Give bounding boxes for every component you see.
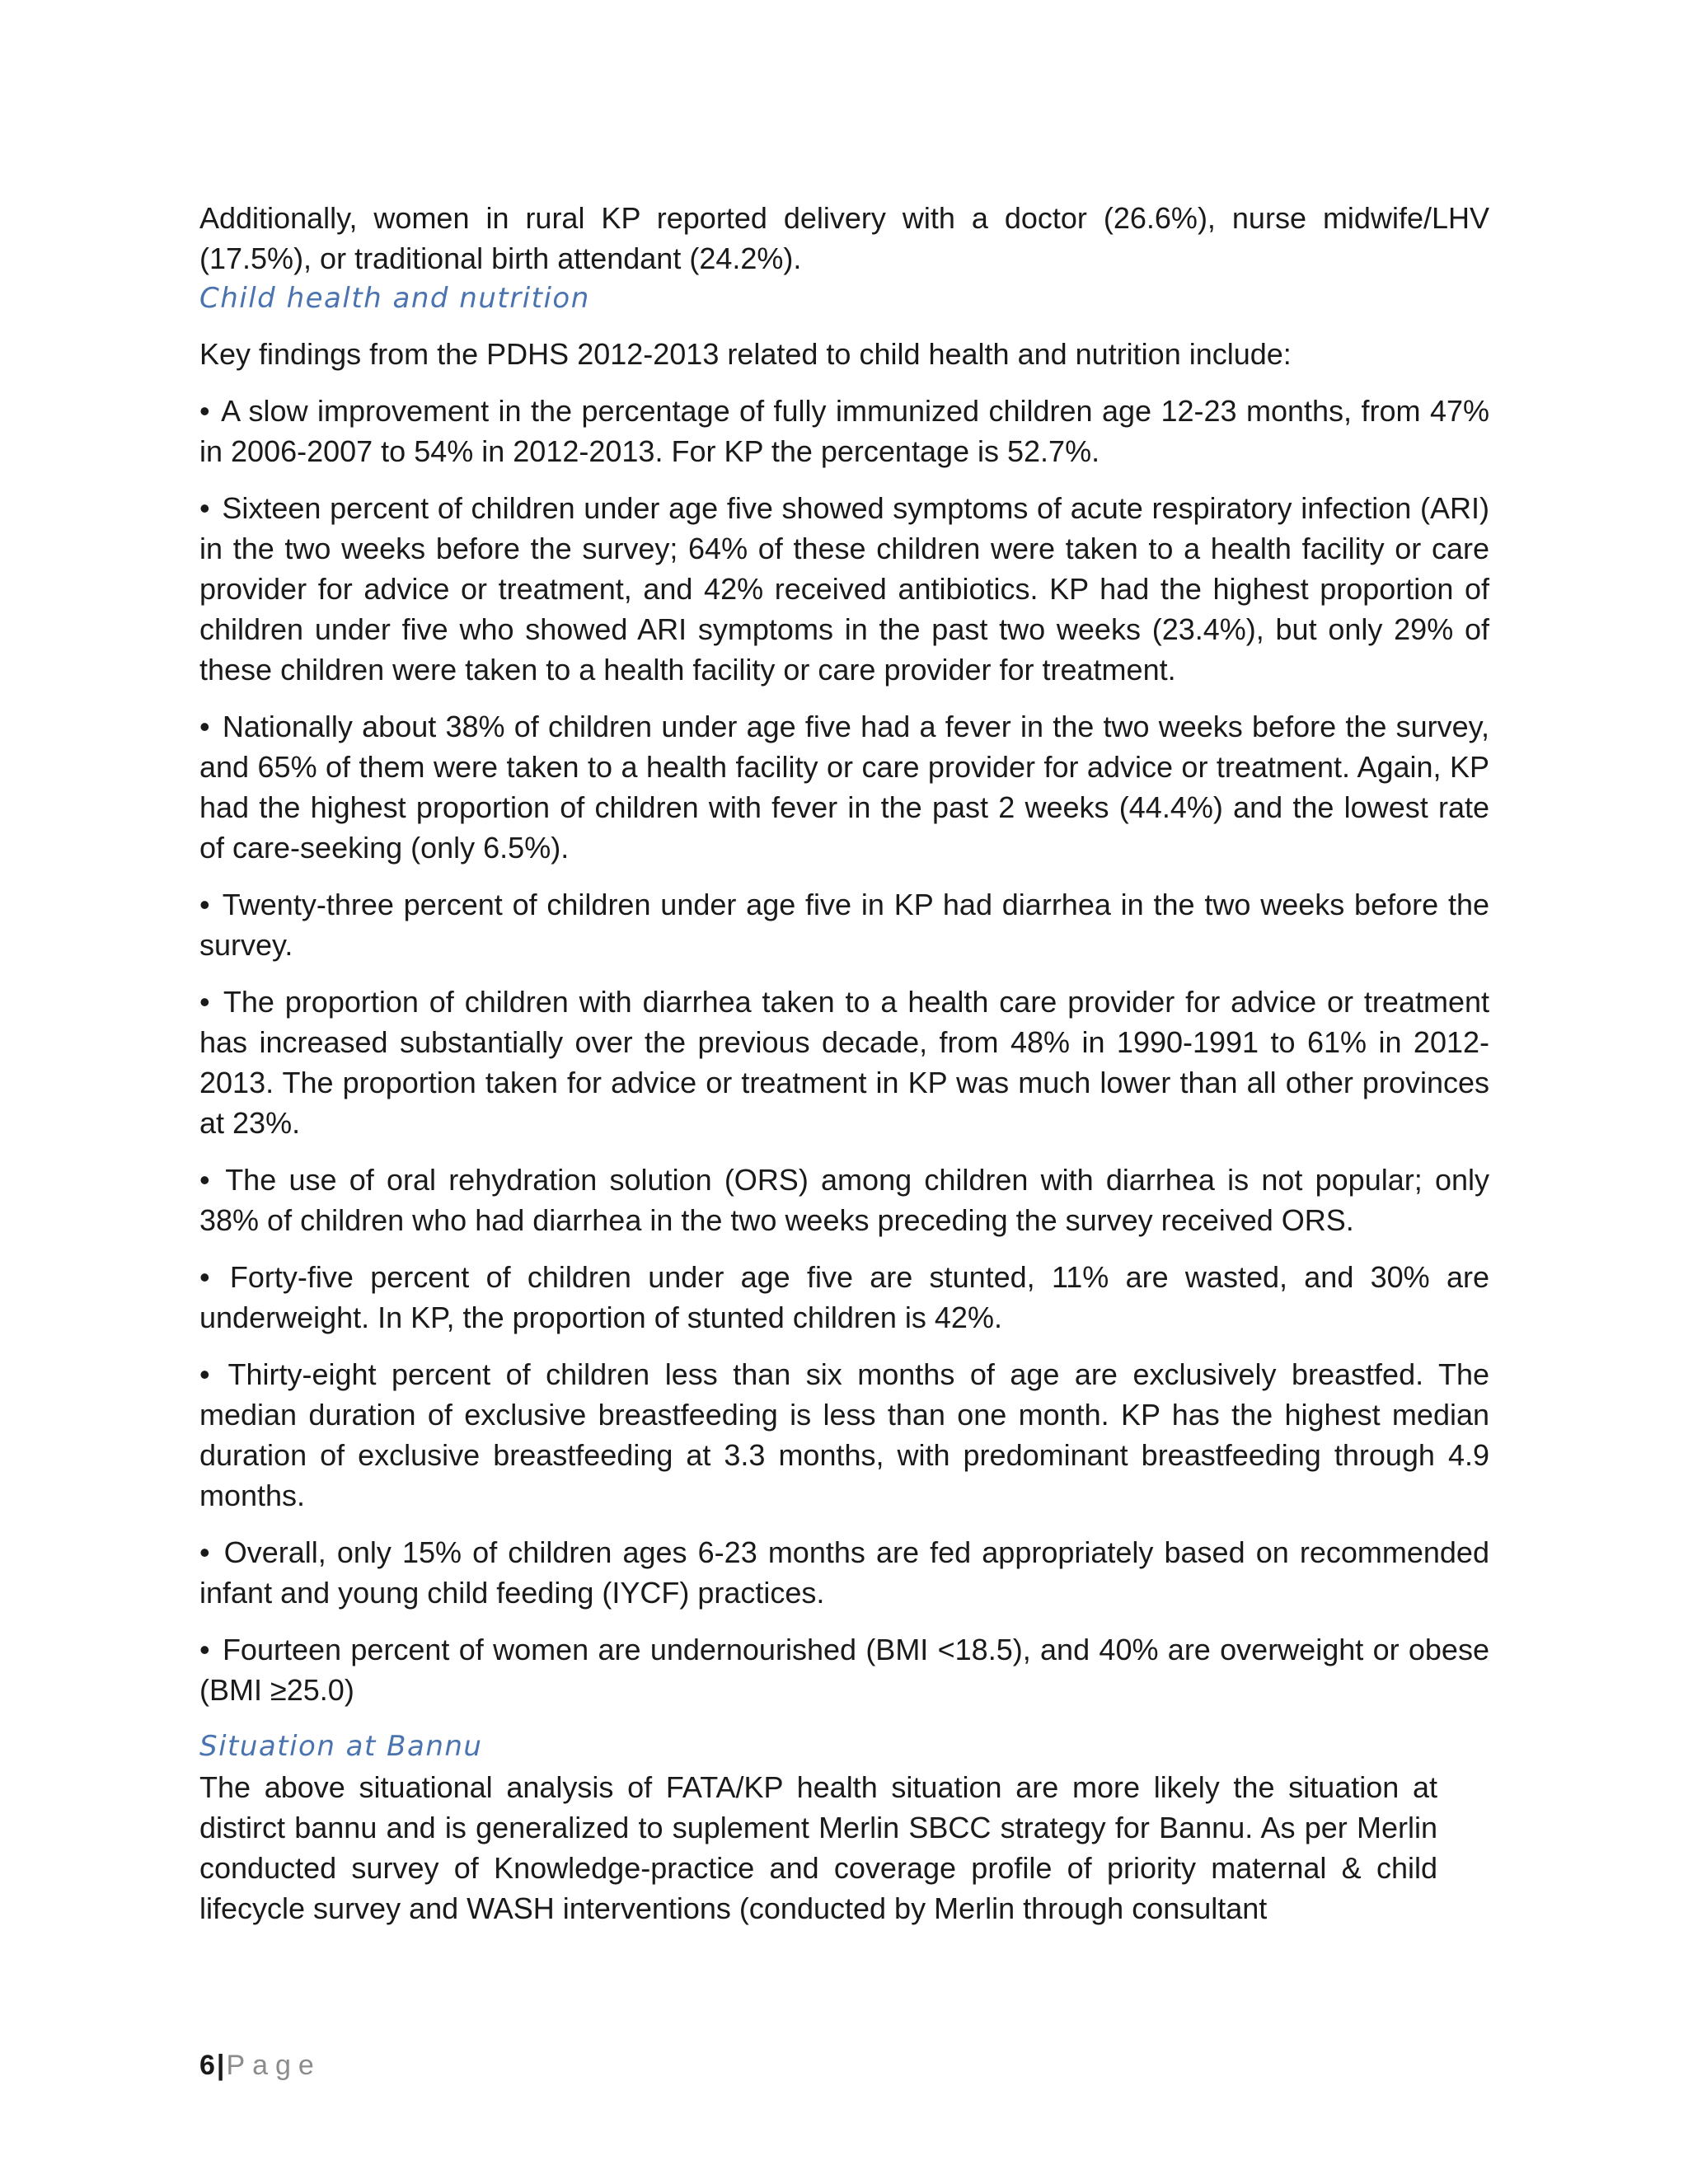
list-item-text: Overall, only 15% of children ages 6-23 months are fed appropriately based on recommended infant and young child feeding (IYCF) practices. bbox=[199, 1535, 1489, 1610]
bannu-paragraph: The above situational analysis of FATA/KP health situation are more likely the situation at distirct bannu and is generalized to suplement Merlin SBCC strategy for Bannu. As per Merlin conducted survey of Knowledge-practice and coverage profile of priority maternal & child lifecycle survey and WASH interventions (conducted by Merlin through consultant bbox=[199, 1770, 1437, 1925]
page-footer bbox=[199, 2049, 321, 2082]
section-bannu bbox=[199, 1727, 1489, 1929]
list-item-text: The proportion of children with diarrhea taken to a health care provider for advice or treatment has increased substantially over the previous decade, from 48% in 1990-1991 to 61% in 2012-2013. The proportion taken for advice or treatment in KP was much lower than all other provinces at 23%. bbox=[199, 985, 1489, 1140]
list-item bbox=[199, 391, 1489, 471]
list-item bbox=[199, 1257, 1489, 1338]
list-item-text: Twenty-three percent of children under age five in KP had diarrhea in the two weeks before the survey. bbox=[199, 888, 1489, 962]
footer-separator: | bbox=[216, 2050, 225, 2081]
list-item bbox=[199, 982, 1489, 1143]
list-item bbox=[199, 706, 1489, 868]
page-label: Page bbox=[226, 2050, 321, 2081]
intro-paragraph: Additionally, women in rural KP reported delivery with a doctor (26.6%), nurse midwife/LHV (17.5%), or traditional birth attendant (24.2%). bbox=[199, 201, 1489, 275]
bullet-symbol: • bbox=[199, 1633, 210, 1666]
list-item-text: Nationally about 38% of children under age five had a fever in the two weeks before the survey, and 65% of them were taken to a health facility or care provider for advice or treatment. Again, KP had the highest proportion of children with fever in the past 2 weeks (44.4%) and the lowest rate of care-seeking (only 6.5%). bbox=[199, 710, 1489, 865]
bullet-symbol: • bbox=[199, 985, 210, 1019]
findings-list bbox=[199, 391, 1489, 1710]
list-item-text: Forty-five percent of children under age five are stunted, 11% are wasted, and 30% are underweight. In KP, the proportion of stunted children is 42%. bbox=[199, 1260, 1489, 1334]
page-number: 6 bbox=[199, 2050, 215, 2081]
list-item bbox=[199, 1532, 1489, 1613]
bullet-symbol: • bbox=[199, 1357, 210, 1391]
bullet-symbol: • bbox=[199, 491, 210, 525]
bullet-symbol: • bbox=[199, 1535, 210, 1569]
list-item-text: Sixteen percent of children under age five showed symptoms of acute respiratory infection (ARI) in the two weeks before the survey; 64% of these children were taken to a health facility or care provider for advice or treatment, and 42% received antibiotics. KP had the highest proportion of children under five who showed ARI symptoms in the past two weeks (23.4%), but only 29% of these children were taken to a health facility or care provider for treatment. bbox=[199, 491, 1489, 687]
list-item-text: Fourteen percent of women are undernourished (BMI <18.5), and 40% are overweight or obese (BMI ≥25.0) bbox=[199, 1633, 1489, 1707]
section-heading-child-health: Child health and nutrition bbox=[199, 282, 590, 315]
bullet-symbol: • bbox=[199, 710, 210, 743]
section-heading-bannu: Situation at Bannu bbox=[199, 1730, 483, 1763]
list-item-text: Thirty-eight percent of children less than six months of age are exclusively breastfed. The median duration of exclusive breastfeeding is less than one month. KP has the highest median duration of exclusive breastfeeding at 3.3 months, with predominant breastfeeding through 4.9 months. bbox=[199, 1357, 1489, 1512]
bullet-symbol: • bbox=[199, 394, 210, 428]
list-item-text: A slow improvement in the percentage of fully immunized children age 12-23 months, from 47% in 2006-2007 to 54% in 2012-2013. For KP the percentage is 52.7%. bbox=[199, 394, 1489, 468]
list-item bbox=[199, 1160, 1489, 1240]
bullet-symbol: • bbox=[199, 888, 210, 921]
bullet-symbol: • bbox=[199, 1163, 210, 1197]
list-item bbox=[199, 488, 1489, 690]
list-item-text: The use of oral rehydration solution (ORS) among children with diarrhea is not popular; only 38% of children who had diarrhea in the two weeks preceding the survey received ORS. bbox=[199, 1163, 1489, 1237]
list-item bbox=[199, 1629, 1489, 1710]
page-content bbox=[199, 198, 1489, 1929]
list-item bbox=[199, 1354, 1489, 1516]
child-health-lead: Key findings from the PDHS 2012-2013 related to child health and nutrition include: bbox=[199, 337, 1292, 371]
list-item bbox=[199, 884, 1489, 965]
bullet-symbol: • bbox=[199, 1260, 210, 1294]
